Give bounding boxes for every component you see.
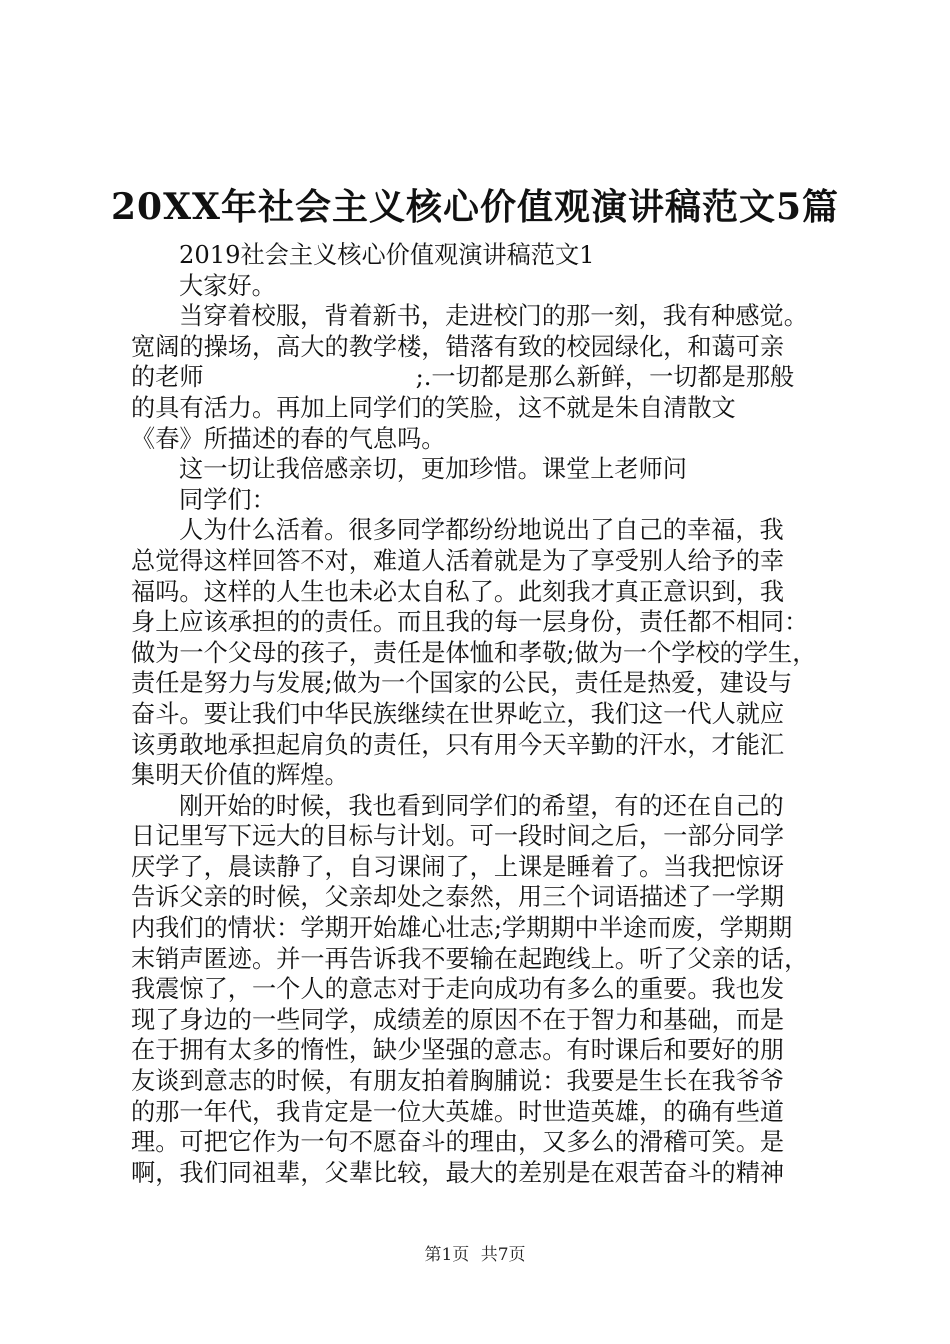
paragraph-line: 当穿着校服，背着新书，走进校门的那一刻，我有种感觉。 <box>179 302 808 331</box>
paragraph-line: 做为一个父母的孩子，责任是体恤和孝敬;做为一个学校的学生， <box>131 638 817 667</box>
paragraph-line: 的那一年代，我肯定是一位大英雄。时世造英雄，的确有些道 <box>131 1097 785 1126</box>
paragraph-line: 的具有活力。再加上同学们的笑脸，这不就是朱自清散文 <box>131 393 736 422</box>
paragraph-fragment: ;.一切都是那么新鲜，一切都是那般 <box>415 363 795 392</box>
page-total: 共7页 <box>480 1245 526 1265</box>
paragraph-line: 告诉父亲的时候，父亲却处之泰然，用三个词语描述了一学期 <box>131 883 785 912</box>
paragraph-line: 现了身边的一些同学，成绩差的原因不在于智力和基础，而是 <box>131 1005 785 1034</box>
subtitle-line: 2019社会主义核心价值观演讲稿范文1 <box>179 241 595 269</box>
paragraph-line: 日记里写下远大的目标与计划。可一段时间之后，一部分同学 <box>131 822 785 851</box>
document-body <box>131 240 851 1188</box>
paragraph-line: 集明天价值的辉煌。 <box>131 761 349 790</box>
paragraph-line: 刚开始的时候，我也看到同学们的希望，有的还在自己的 <box>179 791 784 820</box>
paragraph-line: 内我们的情状：学期开始雄心壮志;学期期中半途而废，学期期 <box>131 914 793 943</box>
greeting-line: 大家好。 <box>179 271 276 300</box>
paragraph-line: 《春》所描述的春的气息吗。 <box>131 424 446 453</box>
paragraph-line: 厌学了，晨读静了，自习课闹了，上课是睡着了。当我把惊讶 <box>131 852 785 881</box>
paragraph-line: 责任是努力与发展;做为一个国家的公民，责任是热爱，建设与 <box>131 669 793 698</box>
paragraph-line: 友谈到意志的时候，有朋友拍着胸脯说：我要是生长在我爷爷 <box>131 1067 785 1096</box>
paragraph-line: 奋斗。要让我们中华民族继续在世界屹立，我们这一代人就应 <box>131 699 785 728</box>
paragraph-line: 福吗。这样的人生也未必太自私了。此刻我才真正意识到，我 <box>131 577 785 606</box>
paragraph-line <box>131 362 851 393</box>
paragraph-line: 末销声匿迹。并一再告诉我不要输在起跑线上。听了父亲的话， <box>131 944 809 973</box>
paragraph-line: 我震惊了，一个人的意志对于走向成功有多么的重要。我也发 <box>131 975 785 1004</box>
page-footer <box>0 1243 950 1267</box>
document-title: 20XX年社会主义核心价值观演讲稿范文5篇 <box>110 186 839 228</box>
paragraph-line: 在于拥有太多的惰性，缺少坚强的意志。有时课后和要好的朋 <box>131 1036 785 1065</box>
paragraph-line: 人为什么活着。很多同学都纷纷地说出了自己的幸福，我 <box>179 516 784 545</box>
paragraph-line: 这一切让我倍感亲切，更加珍惜。课堂上老师问 <box>179 455 687 484</box>
paragraph-line: 啊，我们同祖辈，父辈比较，最大的差别是在艰苦奋斗的精神 <box>131 1158 785 1187</box>
paragraph-line: 总觉得这样回答不对，难道人活着就是为了享受别人给予的幸 <box>131 546 785 575</box>
paragraph-line: 宽阔的操场，高大的教学楼，错落有致的校园绿化，和蔼可亲 <box>131 332 785 361</box>
page-number: 第1页 <box>424 1245 470 1265</box>
paragraph-fragment: 的老师 <box>131 363 204 392</box>
paragraph-line: 理。可把它作为一句不愿奋斗的理由，又多么的滑稽可笑。是 <box>131 1128 785 1157</box>
paragraph-line: 身上应该承担的的责任。而且我的每一层身份，责任都不相同： <box>131 608 809 637</box>
paragraph-line: 该勇敢地承担起肩负的责任，只有用今天辛勤的汗水，才能汇 <box>131 730 785 759</box>
paragraph-line: 同学们： <box>179 485 276 514</box>
